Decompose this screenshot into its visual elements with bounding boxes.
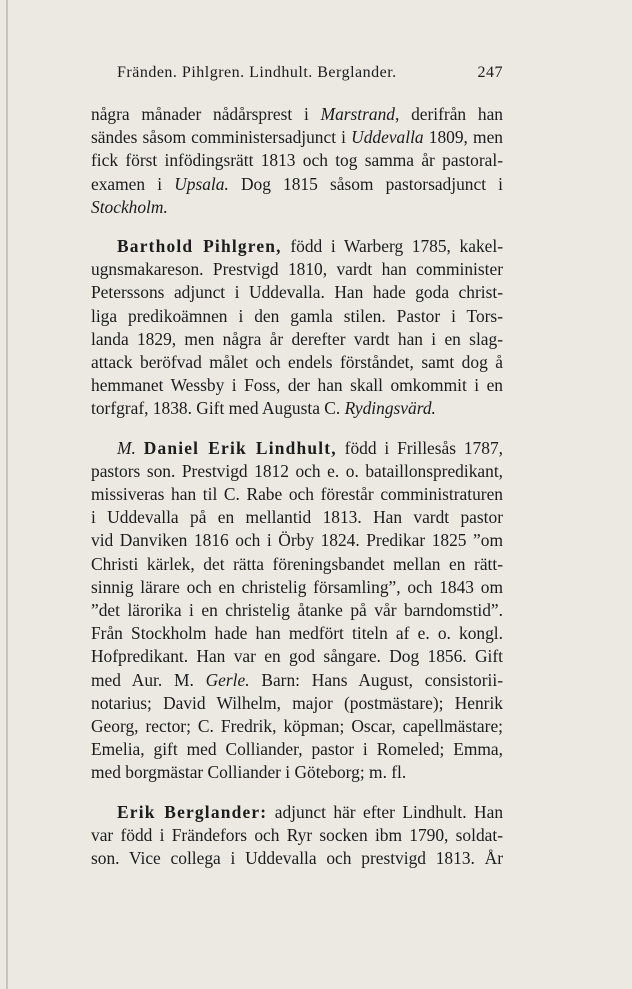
text-line: Emelia, gift med Colliander, pastor i Romeled; Emma,: [91, 739, 503, 760]
place-name: Stockholm.: [91, 196, 168, 217]
text-line: fick först infödingsrätt 1813 och tog samma år pastoral-: [91, 150, 503, 171]
entry-name: Barthold Pihlgren,: [117, 236, 282, 257]
paragraph-continuation: [91, 103, 503, 219]
text-line: med borgmästar Colliander i Göteborg; m. fl.: [91, 762, 407, 783]
page-edge-shadow: [6, 0, 8, 989]
place-name: Upsala.: [174, 173, 229, 194]
body-text: [91, 103, 503, 870]
spouse-name: Rydingsvärd.: [344, 398, 436, 419]
text-line: missiveras han til C. Rabe och förestår comministraturen: [91, 484, 503, 505]
running-title: Fränden. Pihlgren. Lindhult. Berglander.: [117, 64, 397, 81]
text-line: Från Stockholm hade han medfört titeln af e. o. kongl.: [91, 623, 503, 644]
running-header: [91, 62, 503, 90]
entry-name: Erik Berglander:: [117, 801, 268, 822]
text-line: vid Danviken 1816 och i Örby 1824. Predikar 1825 ”om: [91, 530, 503, 551]
text-line: hemmanet Wessby i Foss, der han skall omkommit i en: [91, 375, 503, 396]
text-line: några månader nådårsprest i Marstrand, derifrån han: [91, 104, 504, 124]
text-line: pastors son. Prestvigd 1812 och e. o. bataillonspredikant,: [91, 460, 503, 481]
entry-lindhult: [91, 437, 503, 785]
text-line: liga predikoämnen i den gamla stilen. Pastor i Tors-: [91, 305, 503, 326]
text-line: Christi kärlek, det rätta föreningsbandet mellan en rätt-: [91, 553, 503, 574]
text-line: Georg, rector; C. Fredrik, köpman; Oscar, capellmästare;: [91, 716, 503, 737]
text-line: med Aur. M. Gerle. Barn: Hans August, consistorii-: [91, 669, 503, 690]
place-name: Uddevalla: [351, 127, 424, 148]
text-line: landa 1829, men några år derefter vardt han i en slag-: [91, 328, 503, 349]
degree-prefix: M.: [117, 437, 136, 458]
page-number: 247: [477, 64, 503, 81]
text-line: Peterssons adjunct i Uddevalla. Han hade goda christ-: [91, 282, 503, 303]
text-line: sinnig lärare och en christelig församling”, och 1843 om: [91, 576, 503, 597]
entry-pihlgren: [91, 235, 503, 421]
entry-berglander: [91, 801, 503, 871]
text-line: Barthold Pihlgren, född i Warberg 1785, kakel-: [117, 236, 503, 257]
place-name: Marstrand: [320, 104, 395, 124]
text-line: var född i Frändefors och Ryr socken ibm 1790, soldat-: [91, 824, 503, 845]
spouse-name: Gerle.: [205, 669, 250, 690]
text-line: examen i Upsala. Dog 1815 såsom pastorsadjunct i: [91, 173, 504, 194]
text-line: ”det lärorika i en christelig åtanke på vår barndomstid”.: [91, 600, 503, 621]
text-line: son. Vice collega i Uddevalla och prestvigd 1813. År: [91, 848, 503, 869]
text-line: M. Daniel Erik Lindhult, född i Frillesås 1787,: [117, 437, 503, 458]
text-line: Erik Berglander: adjunct här efter Lindhult. Han: [117, 801, 504, 822]
text-line: torfgraf, 1838. Gift med Augusta C. Rydingsvärd.: [91, 398, 436, 419]
text-line: i Uddevalla på en mellantid 1813. Han vardt pastor: [91, 507, 503, 528]
text-line: notarius; David Wilhelm, major (postmästare); Henrik: [91, 692, 503, 713]
text-line: attack beröfvad målet och endels förståndet, samt dog å: [91, 352, 503, 373]
text-line: ugnsmakareson. Prestvigd 1810, vardt han comminister: [91, 259, 503, 280]
entry-name: Daniel Erik Lindhult,: [143, 437, 337, 458]
text-line: sändes såsom comministersadjunct i Uddevalla 1809, men: [91, 127, 503, 148]
text-line: Hofpredikant. Han var en god sångare. Dog 1856. Gift: [91, 646, 503, 667]
book-page: [91, 62, 503, 870]
